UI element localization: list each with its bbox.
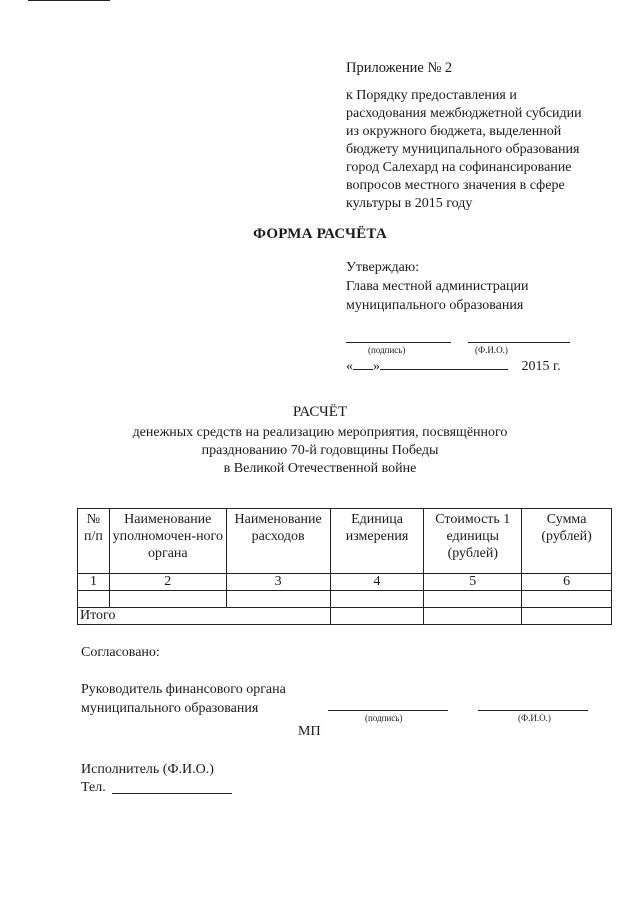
stamp-place: МП [298,724,321,739]
calculation-subtitle-line: денежных средств на реализацию мероприятия, посвящённого [132,425,508,440]
column-number: 4 [330,574,424,591]
appendix-title: Приложение № 2 [346,60,453,76]
calculation-table [77,508,612,625]
table-cell[interactable] [226,591,330,608]
calculation-title: РАСЧЁТ [292,404,348,420]
finance-head-block [81,680,286,718]
total-label: Итого [78,608,331,625]
appendix-line: к Порядку предоставления и [346,88,517,103]
appendix-line: вопросов местного значения в сфере [346,178,565,193]
appendix-line: из окружного бюджета, выделенной [346,124,562,139]
approval-date [346,357,561,375]
column-number: 3 [226,574,330,591]
table-cell[interactable] [109,591,226,608]
table-cell[interactable] [78,591,110,608]
finance-fio-caption: (Ф.И.О.) [518,713,551,723]
appendix-description [346,87,616,213]
phone-field-line[interactable] [112,793,232,794]
table-total-row [78,608,612,625]
approval-fio-caption: (Ф.И.О.) [475,345,508,355]
column-number: 6 [522,574,612,591]
form-title: ФОРМА РАСЧЁТА [253,226,387,242]
day-field[interactable] [353,357,373,370]
phone-label: Тел. [81,780,106,795]
approval-fio-line[interactable] [468,342,570,343]
appendix-line: культуры в 2015 году [346,196,473,211]
executor-phone [81,780,106,796]
table-header-row [78,509,612,574]
top-rule [28,0,110,1]
finance-fio-line[interactable] [478,710,588,711]
finance-signature-caption: (подпись) [365,713,403,723]
date-open-quote: « [346,359,353,374]
table-cell[interactable] [330,591,424,608]
executor-label: Исполнитель (Ф.И.О.) [81,762,214,777]
table-column-numbers-row [78,574,612,591]
finance-head-organization: муниципального образования [81,701,259,716]
column-number: 2 [109,574,226,591]
finance-head-position: Руководитель финансового органа [81,682,286,697]
table-cell[interactable] [424,591,522,608]
column-number: 5 [424,574,522,591]
month-field[interactable] [380,357,508,370]
agreed-label: Согласовано: [81,645,160,660]
appendix-line: город Салехард на софинансирование [346,160,572,175]
appendix-line: бюджету муниципального образования [346,142,580,157]
table-row [78,591,612,608]
date-close-quote: » [373,359,380,374]
column-number: 1 [78,574,110,591]
calculation-subtitle [0,424,640,478]
header-expenses: Наименование расходов [226,509,330,574]
table-cell[interactable] [424,608,522,625]
approval-signature-caption: (подпись) [368,345,406,355]
header-number: № п/п [78,509,110,574]
header-sum: Сумма (рублей) [522,509,612,574]
header-organ: Наименование уполномочен-ного органа [109,509,226,574]
approval-organization: муниципального образования [346,298,524,313]
approval-position: Глава местной администрации [346,279,529,294]
approval-label: Утверждаю: [346,260,420,275]
date-year: 2015 г. [521,359,561,374]
header-unit: Единица измерения [330,509,424,574]
table-cell[interactable] [522,591,612,608]
calculation-subtitle-line: в Великой Отечественной войне [223,461,417,476]
finance-signature-line[interactable] [328,710,448,711]
table-cell[interactable] [522,608,612,625]
approval-signature-line[interactable] [346,342,451,343]
appendix-line: расходования межбюджетной субсидии [346,106,582,121]
table-cell[interactable] [330,608,424,625]
approval-block [346,258,529,315]
calculation-subtitle-line: празднованию 70-й годовщины Победы [201,443,439,458]
header-unit-cost: Стоимость 1 единицы (рублей) [424,509,522,574]
